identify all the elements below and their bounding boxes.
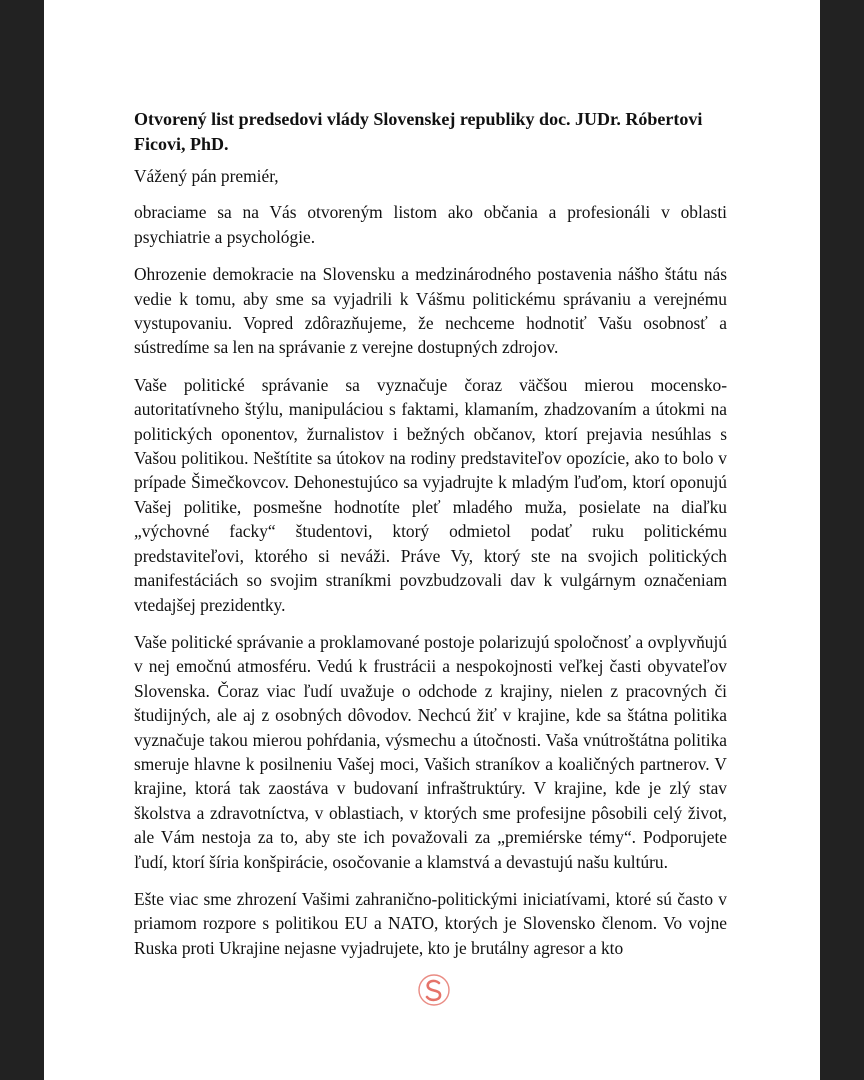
document-page (44, 0, 820, 1080)
paragraph-intro: obraciame sa na Vás otvoreným listom ako občania a profesionáli v oblasti psychiatrie a psychológie. (134, 202, 727, 247)
paragraph-foreign-policy: Ešte viac sme zhrození Vašimi zahranično-politickými iniciatívami, ktoré sú často v priamom rozpore s politikou EU a NATO, ktorých je Slovensko členom. Vo vojne Ruska proti Ukrajine nejasne vyjadrujete, kto je brutálny agresor a kto (134, 888, 727, 958)
letter-body (134, 107, 727, 973)
paragraph-democracy: Ohrozenie demokracie na Slovensku a medzinárodného postavenia nášho štátu nás vedie k tomu, aby sme sa vyjadrili k Vášmu politickému správaniu a verejnému vystupovaniu. Vopred zdôrazňujeme, že nechceme hodnotiť Vašu osobnosť a sústredíme sa len na správanie z verejne dostupných zdrojov. (134, 264, 727, 358)
logo-s-icon (417, 973, 451, 1007)
letter-salutation: Vážený pán premiér, (134, 166, 279, 186)
left-border (0, 0, 44, 1080)
letter-title: Otvorený list predsedovi vlády Slovenskej republiky doc. JUDr. Róbertovi Ficovi, PhD. (134, 109, 703, 154)
right-border (820, 0, 864, 1080)
paragraph-polarization: Vaše politické správanie a proklamované postoje polarizujú spoločnosť a ovplyvňujú v nej emočnú atmosféru. Vedú k frustrácii a nespokojnosti veľkej časti obyvateľov Slovenska. Čoraz viac ľudí uvažuje o odchode z krajiny, nielen z pracovných či študijných, ale aj z osobných dôvodov. Nechcú žiť v krajine, kde sa štátna politika vyznačuje takou mierou pohŕdania, výsmechu a útočnosti. Vaša vnútroštátna politika smeruje hlavne k posilneniu Vašej moci, Vašich straníkov a koaličných partnerov. V krajine, ktorá tak zaostáva v budovaní infraštruktúry. V krajine, kde je zlý stav školstva a zdravotníctva, v oblastiach, v ktorých sme profesijne pôsobili celý život, ale Vám nestoja za to, aby ste ich považovali za „premiérske témy“. Podporujete ľudí, ktorí šíria konšpirácie, osočovanie a klamstvá a devastujú našu kultúru. (134, 631, 727, 872)
paragraph-political-behavior: Vaše politické správanie sa vyznačuje čoraz väčšou mierou mocensko-autoritatívneho štýlu, manipuláciou s faktami, klamaním, zhadzovaním a útokmi na politických oponentov, žurnalistov i bežných občanov, ktorí prejavia nesúhlas s Vašou politikou. Neštítite sa útokov na rodiny predstaviteľov opozície, ako to bolo v prípade Šimečkovcov. Dehonestujúco sa vyjadrujte k mladým ľuďom, ktorí oponujú Vašej politike, posmešne hodnotíte pleť mladého muža, posielate na diaľku „výchovné facky“ študentovi, ktorý odmietol podať ruku politickému predstaviteľovi, ktorého si neváži. Práve Vy, ktorý ste na svojich politických manifestáciách so svojim straníkmi povzbudzovali dav k vulgárnym označeniam vtedajšej prezidentky. (134, 374, 727, 615)
